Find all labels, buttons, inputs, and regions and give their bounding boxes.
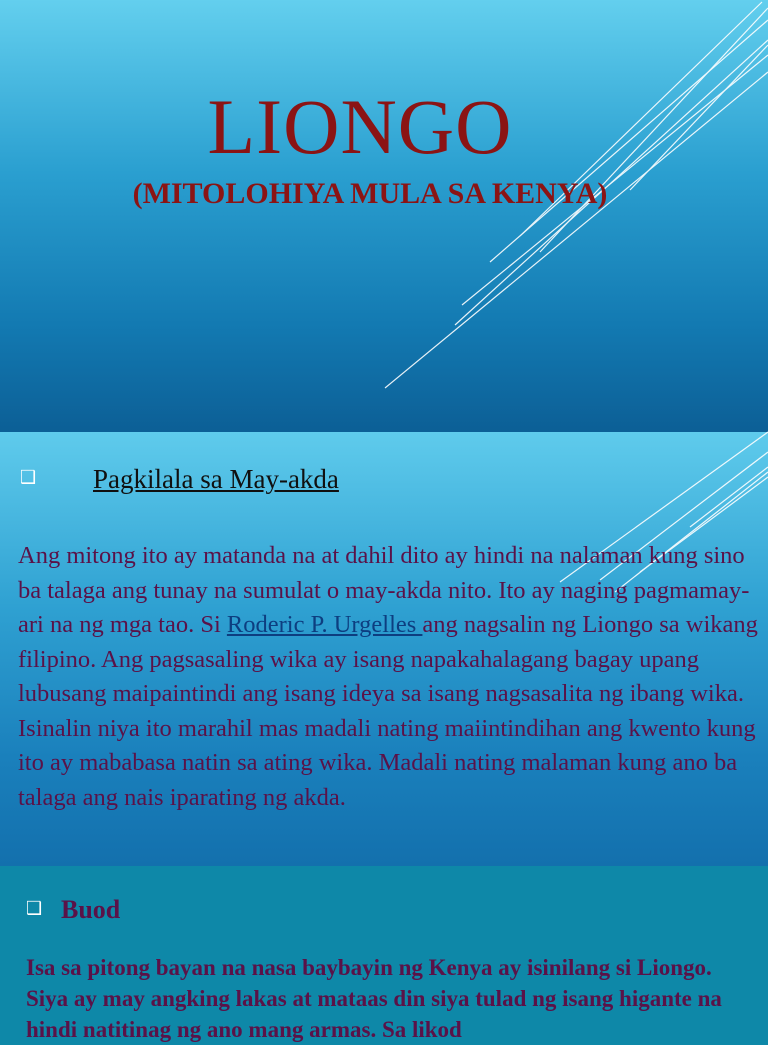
author-paragraph-text-end: ang nagsalin ng Liongo sa wikang filipino. Ang pagsasaling wika ay isang napakahalagang bagay upang lubusang maipaintindi ang isang ideya sa isang nagsasalita ng ibang wika. Isinalin niya ito marahil mas madali nating maiintindihan ang kwento kung ito ay mababasa natin sa ating wika. Madali nating malaman kung ano ba talaga ang nais iparating ng akda. xyxy=(18,611,758,811)
summary-paragraph: Isa sa pitong bayan na nasa baybayin ng Kenya ay isinilang si Liongo. Siya ay may angking lakas at mataas din siya tulad ng isang higante na hindi natitinag ng ano mang armas. Sa likod xyxy=(26,955,722,1042)
summary-slide xyxy=(0,866,768,1042)
author-paragraph-text-start: Ang mitong ito ay matanda na at dahil dito ay hindi na nalaman kung sino ba talaga ang tunay na sumulat o may-akda nito. Ito ay naging pagmamay-ari na ng mga tao. Si xyxy=(18,542,750,638)
summary-heading: Buod xyxy=(61,895,121,924)
author-slide xyxy=(0,432,768,866)
author-paragraph xyxy=(18,539,758,815)
translator-link[interactable]: Roderic P. Urgelles xyxy=(226,611,423,638)
diagonal-lines-decoration xyxy=(0,0,768,432)
bullet-checkbox-icon: ❑ xyxy=(20,467,37,488)
bullet-checkbox-icon: ❑ xyxy=(26,898,43,919)
slide-title: LIONGO xyxy=(207,83,513,170)
title-slide xyxy=(0,0,768,432)
author-heading: Pagkilala sa May-akda xyxy=(93,464,339,494)
slide-subtitle: (MITOLOHIYA MULA SA KENYA) xyxy=(132,177,608,210)
